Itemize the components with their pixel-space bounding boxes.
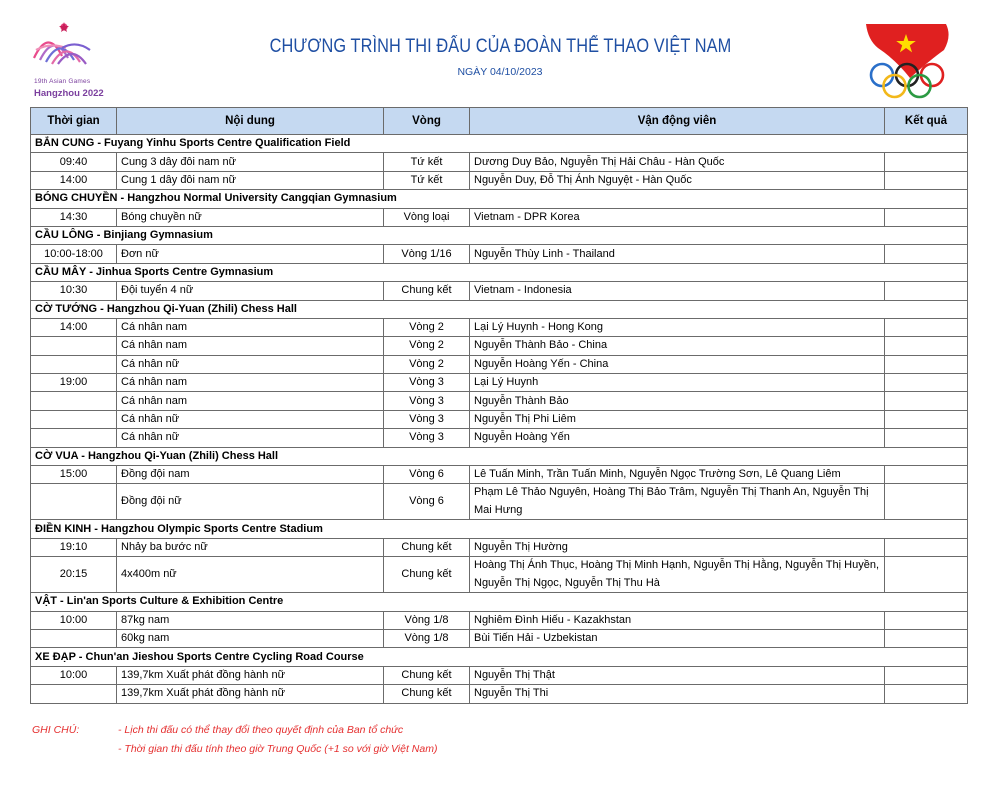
cell-round: Chung kết	[384, 666, 470, 684]
cell-result	[885, 392, 968, 410]
cell-athletes: Nghiêm Đình Hiếu - Kazakhstan	[470, 611, 885, 629]
section-heading-row	[31, 300, 968, 318]
cell-round: Tứ kết	[384, 171, 470, 189]
page-header	[0, 0, 1000, 105]
section-heading-row	[31, 447, 968, 465]
table-row	[31, 392, 968, 410]
cell-event: Cá nhân nữ	[117, 410, 384, 428]
table-row	[31, 374, 968, 392]
cell-result	[885, 611, 968, 629]
section-heading: CỜ VUA - Hangzhou Qi-Yuan (Zhili) Chess Hall	[31, 447, 968, 465]
vietnam-flag-icon	[860, 20, 960, 100]
cell-athletes: Nguyễn Thị Hường	[470, 538, 885, 556]
cell-event: 139,7km Xuất phát đồng hành nữ	[117, 685, 384, 703]
table-row	[31, 429, 968, 447]
schedule-table	[30, 107, 968, 704]
cell-athletes: Lê Tuấn Minh, Trần Tuấn Minh, Nguyễn Ngọc Trường Sơn, Lê Quang Liêm	[470, 466, 885, 484]
note-item: - Thời gian thi đấu tính theo giờ Trung Quốc (+1 so với giờ Việt Nam)	[118, 743, 438, 755]
section-heading: CẦU LÔNG - Binjiang Gymnasium	[31, 226, 968, 244]
cell-result	[885, 484, 968, 520]
cell-result	[885, 557, 968, 593]
table-row	[31, 171, 968, 189]
table-row	[31, 355, 968, 373]
cell-result	[885, 374, 968, 392]
table-row	[31, 466, 968, 484]
cell-event: Đồng đội nam	[117, 466, 384, 484]
table-row	[31, 208, 968, 226]
cell-time: 14:00	[31, 171, 117, 189]
cell-round: Chung kết	[384, 557, 470, 593]
cell-athletes: Lại Lý Huynh - Hong Kong	[470, 318, 885, 336]
cell-athletes: Nguyễn Thành Bảo	[470, 392, 885, 410]
section-heading-row	[31, 520, 968, 538]
section-heading-row	[31, 190, 968, 208]
cell-time: 14:30	[31, 208, 117, 226]
cell-time: 09:40	[31, 153, 117, 171]
cell-event: Cá nhân nam	[117, 318, 384, 336]
cell-event: Cá nhân nữ	[117, 355, 384, 373]
cell-time	[31, 685, 117, 703]
cell-event: Bóng chuyền nữ	[117, 208, 384, 226]
cell-time: 10:00	[31, 611, 117, 629]
cell-time	[31, 629, 117, 647]
cell-round: Chung kết	[384, 282, 470, 300]
section-heading: ĐIỀN KINH - Hangzhou Olympic Sports Centre Stadium	[31, 520, 968, 538]
cell-round: Vòng 3	[384, 429, 470, 447]
table-row	[31, 318, 968, 336]
cell-time: 10:00-18:00	[31, 245, 117, 263]
cell-result	[885, 429, 968, 447]
table-row	[31, 557, 968, 593]
cell-time: 19:10	[31, 538, 117, 556]
cell-athletes: Vietnam - Indonesia	[470, 282, 885, 300]
table-row	[31, 629, 968, 647]
section-heading: XE ĐẠP - Chun'an Jieshou Sports Centre Cycling Road Course	[31, 648, 968, 666]
cell-athletes: Nguyễn Hoàng Yến	[470, 429, 885, 447]
cell-athletes: Nguyễn Thành Bảo - China	[470, 337, 885, 355]
cell-time	[31, 392, 117, 410]
cell-round: Vòng 3	[384, 392, 470, 410]
cell-time: 20:15	[31, 557, 117, 593]
asian-games-logo	[28, 18, 118, 102]
cell-time: 10:30	[31, 282, 117, 300]
cell-round: Vòng 6	[384, 484, 470, 520]
cell-result	[885, 208, 968, 226]
cell-athletes: Dương Duy Bảo, Nguyễn Thị Hải Châu - Hàn Quốc	[470, 153, 885, 171]
cell-time	[31, 337, 117, 355]
cell-time	[31, 484, 117, 520]
table-row	[31, 153, 968, 171]
cell-athletes: Lại Lý Huynh	[470, 374, 885, 392]
cell-round: Vòng 3	[384, 374, 470, 392]
section-heading-row	[31, 263, 968, 281]
cell-round: Chung kết	[384, 538, 470, 556]
cell-event: Nhảy ba bước nữ	[117, 538, 384, 556]
page-title: CHƯƠNG TRÌNH THI ĐẤU CỦA ĐOÀN THỂ THAO VIỆT NAM	[269, 36, 731, 57]
cell-event: Đội tuyển 4 nữ	[117, 282, 384, 300]
cell-event: Cá nhân nam	[117, 374, 384, 392]
cell-round: Vòng 3	[384, 410, 470, 428]
games-edition-label: 19th Asian Games	[34, 78, 91, 85]
cell-athletes: Hoàng Thị Ánh Thục, Hoàng Thị Minh Hạnh, Nguyễn Thị Hằng, Nguyễn Thị Huyền, Nguyễn Thị Ngọc, Nguyễn Thị Thu Hà	[470, 557, 885, 593]
page-date: NGÀY 04/10/2023	[457, 66, 543, 78]
cell-round: Vòng loại	[384, 208, 470, 226]
cell-result	[885, 318, 968, 336]
column-header-event: Nội dung	[117, 108, 384, 135]
cell-round: Vòng 1/8	[384, 611, 470, 629]
cell-time: 19:00	[31, 374, 117, 392]
cell-time: 15:00	[31, 466, 117, 484]
column-header-athletes: Vận động viên	[470, 108, 885, 135]
cell-result	[885, 410, 968, 428]
cell-result	[885, 282, 968, 300]
cell-athletes: Phạm Lê Thảo Nguyên, Hoàng Thị Bảo Trâm, Nguyễn Thị Thanh An, Nguyễn Thị Mai Hưng	[470, 484, 885, 520]
vietnam-olympic-committee-logo	[860, 20, 960, 100]
section-heading: BÓNG CHUYỀN - Hangzhou Normal University Cangqian Gymnasium	[31, 190, 968, 208]
cell-round: Vòng 2	[384, 337, 470, 355]
cell-result	[885, 466, 968, 484]
cell-athletes: Nguyễn Hoàng Yến - China	[470, 355, 885, 373]
cell-result	[885, 153, 968, 171]
cell-athletes: Nguyễn Thị Phi Liêm	[470, 410, 885, 428]
section-heading-row	[31, 648, 968, 666]
cell-athletes: Nguyễn Thùy Linh - Thailand	[470, 245, 885, 263]
schedule-body	[31, 135, 968, 704]
cell-event: Cung 3 dây đôi nam nữ	[117, 153, 384, 171]
cell-event: 60kg nam	[117, 629, 384, 647]
cell-result	[885, 685, 968, 703]
notes-label: GHI CHÚ:	[32, 724, 80, 736]
section-heading: CẦU MÂY - Jinhua Sports Centre Gymnasium	[31, 263, 968, 281]
column-header-result: Kết quả	[885, 108, 968, 135]
cell-result	[885, 629, 968, 647]
section-heading-row	[31, 135, 968, 153]
table-row	[31, 611, 968, 629]
table-header-row	[31, 108, 968, 135]
cell-event: Cá nhân nam	[117, 392, 384, 410]
section-heading-row	[31, 226, 968, 244]
column-header-round: Vòng	[384, 108, 470, 135]
table-row	[31, 484, 968, 520]
cell-result	[885, 171, 968, 189]
cell-event: Cá nhân nữ	[117, 429, 384, 447]
games-city-label: Hangzhou 2022	[34, 88, 104, 99]
cell-event: Đồng đội nữ	[117, 484, 384, 520]
cell-athletes: Nguyễn Thị Thật	[470, 666, 885, 684]
cell-athletes: Bùi Tiến Hải - Uzbekistan	[470, 629, 885, 647]
cell-time	[31, 429, 117, 447]
cell-event: 87kg nam	[117, 611, 384, 629]
cell-round: Vòng 1/8	[384, 629, 470, 647]
table-row	[31, 666, 968, 684]
cell-round: Vòng 1/16	[384, 245, 470, 263]
cell-event: Đơn nữ	[117, 245, 384, 263]
cell-result	[885, 355, 968, 373]
table-row	[31, 245, 968, 263]
cell-result	[885, 337, 968, 355]
column-header-time: Thời gian	[31, 108, 117, 135]
table-row	[31, 410, 968, 428]
cell-result	[885, 245, 968, 263]
cell-event: Cá nhân nam	[117, 337, 384, 355]
table-row	[31, 685, 968, 703]
cell-athletes: Vietnam - DPR Korea	[470, 208, 885, 226]
cell-time	[31, 410, 117, 428]
section-heading: CỜ TƯỚNG - Hangzhou Qi-Yuan (Zhili) Chess Hall	[31, 300, 968, 318]
table-row	[31, 337, 968, 355]
cell-result	[885, 666, 968, 684]
cell-athletes: Nguyễn Duy, Đỗ Thị Ánh Nguyệt - Hàn Quốc	[470, 171, 885, 189]
table-row	[31, 282, 968, 300]
cell-round: Chung kết	[384, 685, 470, 703]
section-heading: VẬT - Lin'an Sports Culture & Exhibition Centre	[31, 593, 968, 611]
section-heading: BẮN CUNG - Fuyang Yinhu Sports Centre Qualification Field	[31, 135, 968, 153]
cell-event: 139,7km Xuất phát đồng hành nữ	[117, 666, 384, 684]
cell-event: Cung 1 dây đôi nam nữ	[117, 171, 384, 189]
cell-event: 4x400m nữ	[117, 557, 384, 593]
cell-round: Vòng 2	[384, 318, 470, 336]
cell-round: Vòng 6	[384, 466, 470, 484]
cell-round: Tứ kết	[384, 153, 470, 171]
cell-time	[31, 355, 117, 373]
cell-time: 14:00	[31, 318, 117, 336]
cell-time: 10:00	[31, 666, 117, 684]
section-heading-row	[31, 593, 968, 611]
cell-round: Vòng 2	[384, 355, 470, 373]
note-item: - Lịch thi đấu có thể thay đổi theo quyết định của Ban tổ chức	[118, 724, 404, 736]
cell-result	[885, 538, 968, 556]
table-row	[31, 538, 968, 556]
cell-athletes: Nguyễn Thị Thi	[470, 685, 885, 703]
